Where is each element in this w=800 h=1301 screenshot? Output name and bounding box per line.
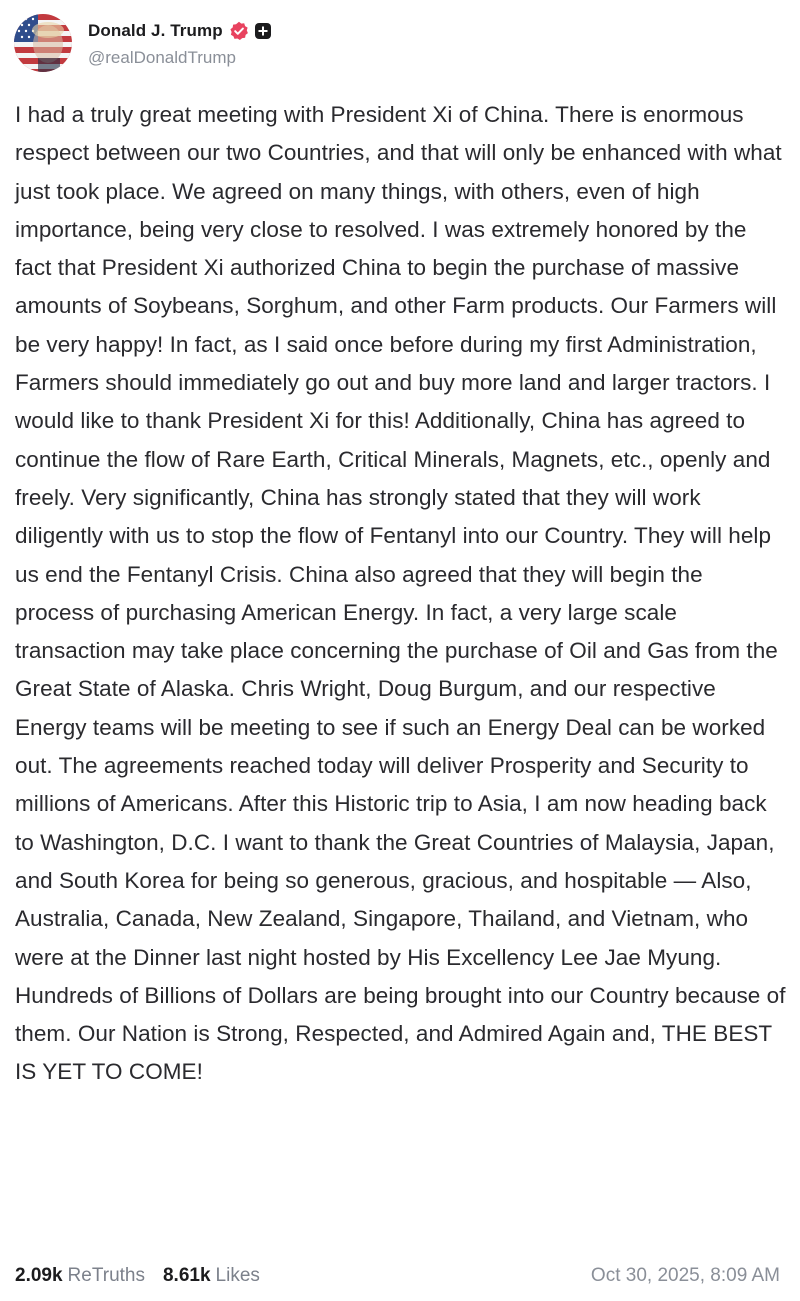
author-handle[interactable]: @realDonaldTrump: [88, 48, 236, 67]
plus-badge-icon: [254, 22, 272, 40]
post-text: I had a truly great meeting with President Xi of China. There is enormous respect between our two Countries, and that will only be enhanced with what just took place. We agreed on many things, with others, even of high importance, being very close to resolved. I was extremely honored by the fact that President Xi authorized China to begin the purchase of massive amounts of Soybeans, Sorghum, and other Farm products. Our Farmers will be very happy! In fact, as I said once before during my first Administration, Farmers should immediately go out and buy more land and larger tractors. I would like to thank President Xi for this! Additionally, China has agreed to continue the flow of Rare Earth, Critical Minerals, Magnets, etc., openly and freely. Very significantly, China has strongly stated that they will work diligently with us to stop the flow of Fentanyl into our Country. They will help us end the Fentanyl Crisis. China also agreed that they will begin the process of purchasing American Energy. In fact, a very large scale transaction may take place concerning the purchase of Oil and Gas from the Great State of Alaska. Chris Wright, Doug Burgum, and our respective Energy teams will be meeting to see if such an Energy Deal can be worked out. The agreements reached today will deliver Prosperity and Security to millions of Americans. After this Historic trip to Asia, I am now heading back to Washington, D.C. I want to thank the Great Countries of Malaysia, Japan, and South Korea for being so generous, gracious, and hospitable — Also, Australia, Canada, New Zealand, Singapore, Thailand, and Vietnam, who were at the Dinner last night hosted by His Excellency Lee Jae Myung. Hundreds of Billions of Dollars are being brought into our Country because of them. Our Nation is Strong, Respected, and Admired Again and, THE BEST IS YET TO COME!: [15, 102, 786, 1085]
likes-label: Likes: [215, 1265, 260, 1286]
avatar[interactable]: [14, 14, 72, 72]
avatar-image: [14, 14, 72, 72]
name-row: [88, 18, 272, 44]
post-timestamp[interactable]: Oct 30, 2025, 8:09 AM: [590, 1265, 780, 1286]
retruths-count: 2.09k: [15, 1265, 63, 1286]
verified-badge-icon: [229, 21, 249, 41]
display-name[interactable]: Donald J. Trump: [88, 21, 223, 40]
likes-stat[interactable]: [163, 1265, 260, 1287]
likes-count: 8.61k: [162, 1265, 211, 1286]
post-header: [14, 12, 272, 74]
retruths-label: ReTruths: [67, 1265, 145, 1286]
retruths-stat[interactable]: [15, 1265, 145, 1287]
author-info: [88, 18, 272, 68]
post-footer: [15, 1262, 780, 1290]
